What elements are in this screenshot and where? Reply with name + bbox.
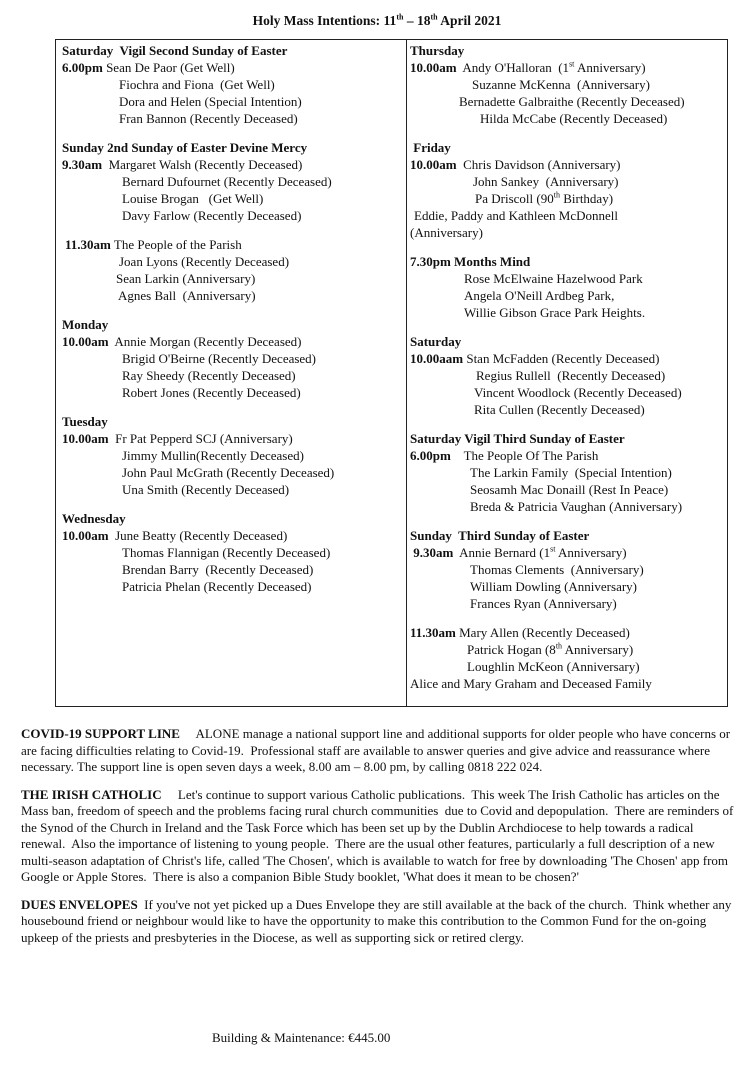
mass-time: 11.30am	[410, 625, 456, 640]
intention-text: Rose McElwaine Hazelwood Park	[464, 271, 643, 286]
building-maintenance-total: Building & Maintenance: €445.00	[212, 1030, 391, 1045]
intention-line	[410, 401, 727, 418]
intention-line	[62, 527, 406, 544]
intention-text: Frances Ryan (Anniversary)	[470, 596, 617, 611]
intention-text: Breda & Patricia Vaughan (Anniversary)	[470, 499, 683, 514]
intention-text: Stan McFadden (Recently Deceased)	[463, 351, 660, 366]
day-heading: Sunday 2nd Sunday of Easter Devine Mercy	[62, 140, 308, 155]
intention-text: Fiochra and Fiona (Get Well)	[119, 77, 275, 92]
intention-line	[62, 253, 406, 270]
intention-line	[62, 350, 406, 367]
mass-time: 10.00am	[62, 528, 109, 543]
intention-line	[410, 498, 727, 515]
intention-line	[410, 76, 727, 93]
title-superscript: th	[396, 12, 404, 22]
intention-line	[410, 544, 727, 561]
notice-paragraph	[21, 897, 736, 947]
intention-text: Dora and Helen (Special Intention)	[119, 94, 302, 109]
intention-line	[62, 207, 406, 224]
intention-line	[410, 350, 727, 367]
intention-line	[62, 367, 406, 384]
intention-line	[410, 110, 727, 127]
intention-line	[62, 59, 406, 76]
intention-line	[410, 384, 727, 401]
mass-time: 6.00pm	[62, 60, 103, 75]
day-heading: Wednesday	[62, 511, 126, 526]
intention-line	[410, 658, 727, 675]
right-column	[407, 40, 727, 706]
day-heading: Friday	[410, 140, 451, 155]
intention-line	[62, 76, 406, 93]
notice-body: ALONE manage a national support line and additional supports for older people who have concerns or are facing difficulties relating to Covid-19. Professional staff are available to answer queries and give advice and reassurance where necessary. The support line is open seven days a week, 8.00 am – 8.00 pm, by calling 0818 222 024.	[21, 726, 734, 774]
intention-line	[62, 270, 406, 287]
day-block	[410, 139, 727, 241]
intention-line	[62, 447, 406, 464]
day-block	[410, 430, 727, 515]
day-heading: Tuesday	[62, 414, 108, 429]
mass-time: 6.00pm	[410, 448, 451, 463]
intention-text: John Sankey (Anniversary)	[473, 174, 619, 189]
notices-section	[21, 726, 736, 957]
day-block	[410, 42, 727, 127]
intention-line	[62, 287, 406, 304]
mass-time: 9.30am	[62, 157, 103, 172]
day-block	[410, 253, 727, 321]
intention-text: Joan Lyons (Recently Deceased)	[119, 254, 290, 269]
mass-intentions-table	[55, 39, 728, 707]
mass-time: 9.30am	[410, 545, 454, 560]
intention-text: (Anniversary)	[410, 225, 483, 240]
intention-text: Eddie, Paddy and Kathleen McDonnell	[414, 208, 618, 223]
day-block	[410, 624, 727, 692]
day-heading: Sunday Third Sunday of Easter	[410, 528, 590, 543]
day-heading: Saturday Vigil Third Sunday of Easter	[410, 431, 625, 446]
intention-line	[410, 675, 727, 692]
notice-paragraph	[21, 726, 736, 776]
intention-text: Annie Morgan (Recently Deceased)	[108, 334, 302, 349]
intention-line	[62, 578, 406, 595]
intention-line	[62, 173, 406, 190]
intention-text: Fr Pat Pepperd SCJ (Anniversary)	[108, 431, 293, 446]
intention-line	[62, 93, 406, 110]
title-superscript: th	[430, 12, 438, 22]
intention-line	[410, 561, 727, 578]
intention-text: Fran Bannon (Recently Deceased)	[119, 111, 298, 126]
left-column	[56, 40, 407, 706]
page-title	[0, 12, 754, 29]
notice-body: Let's continue to support various Catholic publications. This week The Irish Catholic has articles on the Mass ban, freedom of speech and the problems facing rural church communities due to Covid and depopulation. There are reminders of the Synod of the Church in Ireland and the Task Force which has been set up by the Dublin Archdiocese to help towards a radical renewal. Also the importance of listening to young people. There are the usual other features, particularly a full description of a new multi-season adaptation of Christ's life, called 'The Chosen', which is available to watch for free by downloading 'The Chosen' app from Google or Apple Stores. There is also a companion Bible Study booklet, 'What does it mean to be chosen?'	[21, 786, 737, 884]
intention-line	[410, 464, 727, 481]
day-heading: Saturday	[410, 334, 462, 349]
intention-text: Pa Driscoll (90	[475, 191, 554, 206]
intention-text: Annie Bernard (1	[453, 545, 551, 560]
intention-text: Ray Sheedy (Recently Deceased)	[122, 368, 296, 383]
intention-line	[410, 93, 727, 110]
intention-text: Jimmy Mullin(Recently Deceased)	[122, 448, 304, 463]
day-block	[62, 42, 406, 127]
intention-line	[410, 270, 727, 287]
intention-line	[410, 641, 727, 658]
intention-text: Bernadette Galbraithe (Recently Deceased)	[459, 94, 685, 109]
intention-line	[410, 595, 727, 612]
mass-time: 11.30am	[65, 237, 111, 252]
day-block	[62, 236, 406, 304]
intention-text: Alice and Mary Graham and Deceased Family	[410, 676, 652, 691]
intention-text: Robert Jones (Recently Deceased)	[122, 385, 301, 400]
day-block	[62, 510, 406, 595]
intention-text: Seosamh Mac Donaill (Rest In Peace)	[470, 482, 669, 497]
intention-text: Margaret Walsh (Recently Deceased)	[102, 157, 303, 172]
intention-text: Andy O'Halloran (1	[456, 60, 570, 75]
intention-line	[62, 561, 406, 578]
intention-text: Patricia Phelan (Recently Deceased)	[122, 579, 312, 594]
intention-text: Brigid O'Beirne (Recently Deceased)	[122, 351, 317, 366]
intention-text: Brendan Barry (Recently Deceased)	[122, 562, 314, 577]
intention-text: The Larkin Family (Special Intention)	[470, 465, 672, 480]
ordinal-superscript: st	[569, 59, 575, 69]
intention-text: Sean De Paor (Get Well)	[102, 60, 235, 75]
day-block	[62, 413, 406, 498]
intention-text: Suzanne McKenna (Anniversary)	[472, 77, 650, 92]
intention-line	[410, 367, 727, 384]
ordinal-superscript: th	[553, 190, 560, 200]
day-block	[410, 527, 727, 612]
intention-text: Angela O'Neill Ardbeg Park,	[464, 288, 615, 303]
notice-paragraph	[21, 787, 736, 886]
intention-text: Willie Gibson Grace Park Heights.	[464, 305, 646, 320]
intention-line	[410, 156, 727, 173]
day-heading: Thursday	[410, 43, 465, 58]
intention-line	[62, 544, 406, 561]
intention-text: Sean Larkin (Anniversary)	[116, 271, 256, 286]
intention-line	[410, 287, 727, 304]
intention-text: Mary Allen (Recently Deceased)	[455, 625, 630, 640]
intention-text: Anniversary)	[562, 642, 634, 657]
notice-title: THE IRISH CATHOLIC	[21, 786, 162, 802]
day-block	[62, 139, 406, 224]
intention-line	[62, 190, 406, 207]
intention-line	[410, 624, 727, 641]
intention-line	[62, 333, 406, 350]
intention-line	[62, 156, 406, 173]
intention-text: William Dowling (Anniversary)	[470, 579, 637, 594]
intention-line	[410, 190, 727, 207]
day-heading: Saturday Vigil Second Sunday of Easter	[62, 43, 288, 58]
intention-line	[410, 207, 727, 224]
intention-text: Patrick Hogan (8	[467, 642, 556, 657]
day-heading: 7.30pm Months Mind	[410, 254, 531, 269]
intention-text: Davy Farlow (Recently Deceased)	[122, 208, 302, 223]
intention-text: Thomas Clements (Anniversary)	[470, 562, 644, 577]
intention-line	[410, 447, 727, 464]
mass-time: 10.00am	[62, 431, 109, 446]
intention-text: Agnes Ball (Anniversary)	[118, 288, 256, 303]
intention-text: Una Smith (Recently Deceased)	[122, 482, 290, 497]
mass-time: 10.00am	[410, 157, 457, 172]
intention-text: Rita Cullen (Recently Deceased)	[474, 402, 645, 417]
ordinal-superscript: st	[550, 544, 556, 554]
intention-text: Anniversary)	[555, 545, 627, 560]
title-text: Holy Mass Intentions: 11	[252, 13, 397, 28]
intention-text: Louise Brogan (Get Well)	[122, 191, 264, 206]
intention-text: The People of the Parish	[110, 237, 242, 252]
title-text: – 18	[403, 13, 431, 28]
intention-text: Anniversary)	[574, 60, 646, 75]
intention-line	[62, 430, 406, 447]
notice-body: If you've not yet picked up a Dues Envelope they are still available at the back of the church. Think whether any housebound friend or neighbour would like to have the opportunity to make this contribution to the Common Fund for the on-going upkeep of the priests and presbyteries in the Diocese, as well as supporting sick or retired clergy.	[21, 896, 735, 945]
intention-text: Thomas Flannigan (Recently Deceased)	[122, 545, 331, 560]
mass-time: 10.00am	[62, 334, 109, 349]
intention-text: Chris Davidson (Anniversary)	[456, 157, 621, 172]
intention-line	[410, 173, 727, 190]
mass-time: 10.00am	[410, 60, 457, 75]
intention-text: June Beatty (Recently Deceased)	[108, 528, 288, 543]
intention-text: Hilda McCabe (Recently Deceased)	[480, 111, 668, 126]
intention-text: Vincent Woodlock (Recently Deceased)	[474, 385, 682, 400]
intention-text: John Paul McGrath (Recently Deceased)	[122, 465, 335, 480]
intention-line	[62, 464, 406, 481]
intention-text: The People Of The Parish	[450, 448, 599, 463]
notice-title: COVID-19 SUPPORT LINE	[21, 726, 180, 741]
intention-line	[62, 384, 406, 401]
intention-line	[410, 304, 727, 321]
intention-line	[62, 236, 406, 253]
day-heading: Monday	[62, 317, 109, 332]
intention-line	[62, 110, 406, 127]
intention-text: Loughlin McKeon (Anniversary)	[467, 659, 640, 674]
ordinal-superscript: th	[555, 641, 563, 651]
day-block	[410, 333, 727, 418]
intention-text: Regius Rullell (Recently Deceased)	[476, 368, 666, 383]
title-text: April 2021	[437, 13, 502, 28]
intention-line	[62, 481, 406, 498]
mass-time: 10.00aam	[410, 351, 464, 366]
intention-line	[410, 59, 727, 76]
intention-text: Bernard Dufournet (Recently Deceased)	[122, 174, 332, 189]
intention-line	[410, 481, 727, 498]
day-block	[62, 316, 406, 401]
intention-line	[410, 578, 727, 595]
intention-line	[410, 224, 727, 241]
notice-title: DUES ENVELOPES	[21, 896, 138, 912]
intention-text: Birthday)	[559, 191, 614, 206]
